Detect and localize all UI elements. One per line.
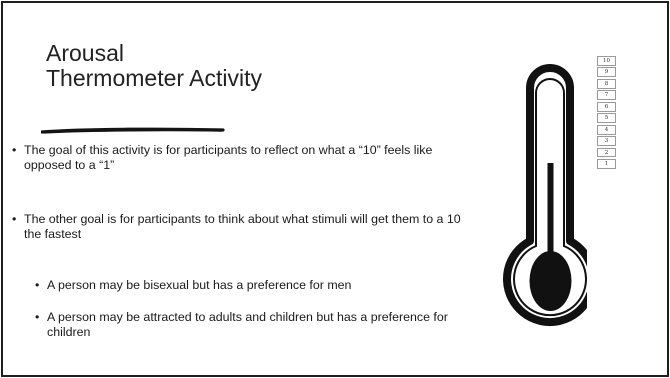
scale-box-5: 5 (597, 113, 616, 123)
scale-box-2: 2 (597, 148, 616, 158)
slide (1, 1, 669, 377)
scale-box-9: 9 (597, 67, 616, 77)
scale-box-1: 1 (597, 159, 616, 169)
scale-box-8: 8 (597, 79, 616, 89)
scale-box-4: 4 (597, 125, 616, 135)
bullet-goal-reflect: • The goal of this activity is for participants to reflect on what a “10” feels like opposed to a “1” (11, 143, 481, 173)
bullet-goal-stimuli: • The other goal is for participants to think about what stimuli will get them to a 10 the fastest (11, 212, 481, 242)
sub-bullet-preference-children: • A person may be attracted to adults and children but has a preference for children (34, 310, 474, 340)
thermometer-scale (597, 56, 617, 171)
slide-title (46, 41, 262, 91)
scale-box-3: 3 (597, 136, 616, 146)
scale-box-10: 10 (597, 56, 616, 66)
title-line-1: Arousal (46, 40, 124, 66)
scale-box-6: 6 (597, 102, 616, 112)
thermometer-icon (503, 53, 587, 343)
title-underline-stroke (41, 127, 225, 135)
scale-box-7: 7 (597, 90, 616, 100)
sub-bullet-bisexual: • A person may be bisexual but has a preference for men (34, 278, 474, 293)
title-line-2: Thermometer Activity (46, 65, 262, 91)
